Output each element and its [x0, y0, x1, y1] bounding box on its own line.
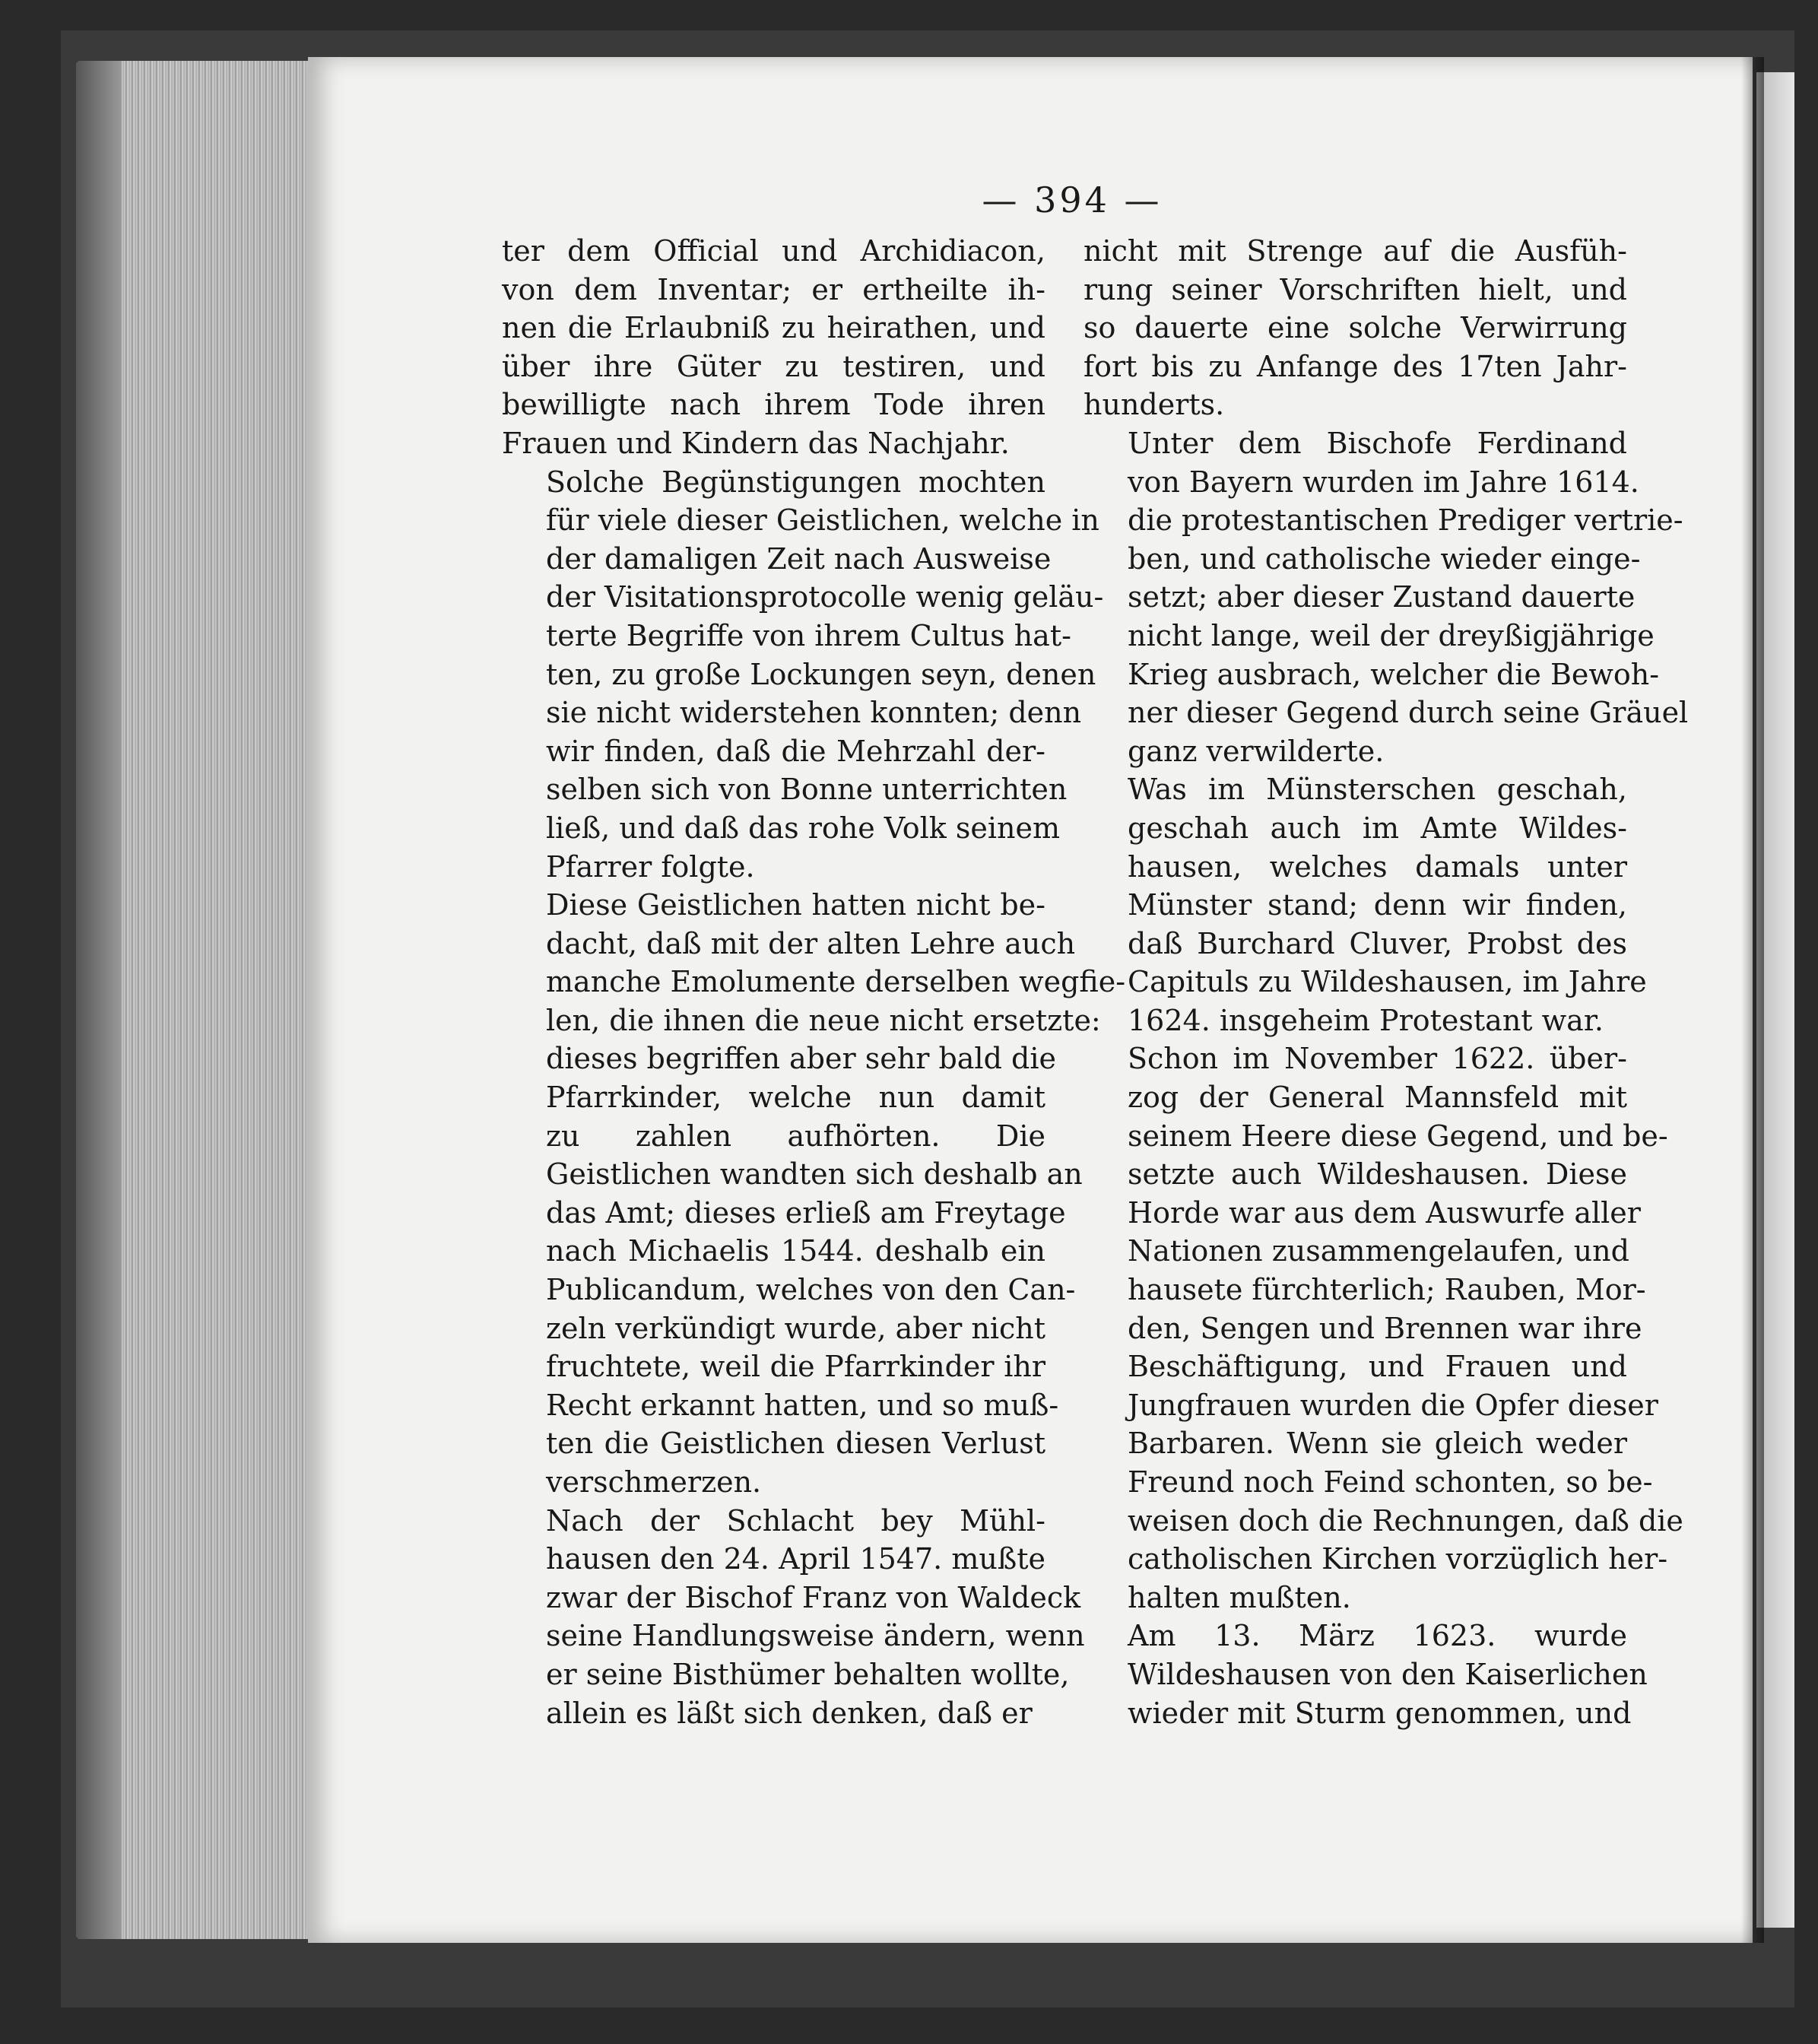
paragraph: [1084, 1039, 1683, 1617]
text-line: das Amt; dieses erließ am Freytage: [546, 1195, 1066, 1230]
text-line: Nationen zusammengelaufen, und: [1128, 1234, 1629, 1268]
text-line: Nach der Schlacht bey Mühl-: [546, 1503, 1045, 1538]
paragraph: [502, 1502, 1085, 1733]
text-line: für viele dieser Geistlichen, welche in: [546, 503, 1099, 538]
text-line: Freund noch Feind schonten, so be-: [1128, 1465, 1653, 1499]
text-line: seine Handlungsweise ändern, wenn: [546, 1619, 1085, 1653]
text-line: den, Sengen und Brennen war ihre: [1128, 1311, 1642, 1345]
text-line: zeln verkündigt wurde, aber nicht: [546, 1311, 1045, 1345]
left-text-column: [502, 232, 1126, 1732]
text-line: dieses begriffen aber sehr bald die: [546, 1042, 1056, 1076]
text-line: nicht lange, weil der dreyßigjährige: [1128, 618, 1655, 652]
text-line: Diese Geistlichen hatten nicht be-: [546, 888, 1045, 922]
text-line: Unter dem Bischofe Ferdinand: [1128, 426, 1627, 460]
text-line: Capituls zu Wildeshausen, im Jahre: [1128, 965, 1647, 999]
text-line: zwar der Bischof Franz von Waldeck: [546, 1580, 1081, 1614]
text-line: verschmerzen.: [546, 1465, 762, 1499]
text-line: catholischen Kirchen vorzüglich her-: [1128, 1542, 1668, 1576]
text-line: hunderts.: [1084, 388, 1225, 422]
paragraph: [502, 886, 1126, 1502]
text-line: manche Emolumente derselben wegfie-: [546, 965, 1126, 999]
text-line: der damaligen Zeit nach Ausweise: [546, 541, 1052, 576]
text-line: wir finden, daß die Mehrzahl der-: [546, 734, 1045, 768]
text-line: die protestantischen Prediger vertrie-: [1128, 503, 1683, 538]
paragraph: [502, 463, 1104, 887]
spine-shadow: [1741, 57, 1764, 1943]
text-line: halten mußten.: [1128, 1580, 1351, 1614]
text-line: daß Burchard Cluver, Probst des: [1128, 926, 1627, 960]
text-line: Am 13. März 1623. wurde: [1128, 1619, 1627, 1653]
text-line: zog der General Mannsfeld mit: [1128, 1081, 1627, 1115]
text-line: ten die Geistlichen diesen Verlust: [546, 1427, 1045, 1461]
text-line: Münster stand; denn wir finden,: [1128, 888, 1627, 922]
text-line: der Visitationsprotocolle wenig geläu-: [546, 580, 1104, 614]
text-line: Frauen und Kindern das Nachjahr.: [502, 426, 1010, 460]
text-line: nach Michaelis 1544. deshalb ein: [546, 1234, 1045, 1268]
text-line: rung seiner Vorschriften hielt, und: [1084, 272, 1627, 306]
text-line: bewilligte nach ihrem Tode ihren: [502, 388, 1045, 422]
text-line: Publicandum, welches von den Can-: [546, 1273, 1076, 1307]
text-line: ten, zu große Lockungen seyn, denen: [546, 657, 1096, 691]
text-line: hausen den 24. April 1547. mußte: [546, 1542, 1045, 1576]
paragraph: [1084, 232, 1627, 424]
text-line: von Bayern wurden im Jahre 1614.: [1128, 465, 1639, 499]
text-line: Wildeshausen von den Kaiserlichen: [1128, 1657, 1648, 1691]
text-line: Recht erkannt hatten, und so muß-: [546, 1388, 1059, 1422]
text-line: über ihre Güter zu testiren, und: [502, 349, 1045, 383]
text-line: setzte auch Wildeshausen. Diese: [1128, 1157, 1627, 1192]
text-line: fruchtete, weil die Pfarrkinder ihr: [546, 1350, 1045, 1384]
text-line: ter dem Official und Archidiacon,: [502, 234, 1045, 268]
text-line: er seine Bisthümer behalten wollte,: [546, 1657, 1070, 1691]
text-line: Solche Begünstigungen mochten: [546, 465, 1045, 499]
text-line: hausete fürchterlich; Rauben, Mor-: [1128, 1273, 1646, 1307]
text-line: Krieg ausbrach, welcher die Bewoh-: [1128, 657, 1660, 691]
paragraph: [502, 232, 1045, 463]
text-line: Horde war aus dem Auswurfe aller: [1128, 1195, 1641, 1230]
text-line: ließ, und daß das rohe Volk seinem: [546, 811, 1061, 845]
text-line: Pfarrer folgte.: [546, 849, 755, 884]
text-line: ben, und catholische wieder einge-: [1128, 541, 1641, 576]
text-line: len, die ihnen die neue nicht ersetzte:: [546, 1003, 1101, 1037]
text-line: geschah auch im Amte Wildes-: [1128, 811, 1627, 845]
text-line: Jungfrauen wurden die Opfer dieser: [1128, 1388, 1658, 1422]
text-line: Beschäftigung, und Frauen und: [1128, 1350, 1627, 1384]
text-line: so dauerte eine solche Verwirrung: [1084, 311, 1627, 345]
text-line: Was im Münsterschen geschah,: [1128, 773, 1627, 807]
page-edges: [76, 61, 312, 1939]
text-line: wieder mit Sturm genommen, und: [1128, 1696, 1632, 1730]
text-line: Pfarrkinder, welche nun damit: [546, 1081, 1045, 1115]
text-line: ner dieser Gegend durch seine Gräuel: [1128, 696, 1689, 730]
page-number: — 394 —: [982, 179, 1163, 221]
paragraph: [1084, 770, 1647, 1039]
text-line: von dem Inventar; er ertheilte ih-: [502, 272, 1045, 306]
text-line: allein es läßt sich denken, daß er: [546, 1696, 1033, 1730]
text-line: fort bis zu Anfange des 17ten Jahr-: [1084, 349, 1627, 383]
text-line: ganz verwilderte.: [1128, 734, 1385, 768]
text-line: sie nicht widerstehen konnten; denn: [546, 696, 1082, 730]
text-line: selben sich von Bonne unterrichten: [546, 773, 1068, 807]
text-line: terte Begriffe von ihrem Cultus hat-: [546, 618, 1071, 652]
right-text-column: [1084, 232, 1689, 1732]
paragraph: [1084, 1617, 1648, 1732]
text-line: seinem Heere diese Gegend, und be-: [1128, 1119, 1668, 1153]
text-line: hausen, welches damals unter: [1128, 849, 1627, 884]
text-line: nicht mit Strenge auf die Ausfüh-: [1084, 234, 1627, 268]
text-line: Barbaren. Wenn sie gleich weder: [1128, 1427, 1627, 1461]
paragraph: [1084, 424, 1689, 770]
text-line: zu zahlen aufhörten. Die: [546, 1119, 1045, 1153]
text-line: 1624. insgeheim Protestant war.: [1128, 1003, 1604, 1037]
text-line: setzt; aber dieser Zustand dauerte: [1128, 580, 1636, 614]
text-line: Schon im November 1622. über-: [1128, 1042, 1627, 1076]
text-line: dacht, daß mit der alten Lehre auch: [546, 926, 1076, 960]
text-line: nen die Erlaubniß zu heirathen, und: [502, 311, 1045, 345]
text-line: Geistlichen wandten sich deshalb an: [546, 1157, 1083, 1192]
text-line: weisen doch die Rechnungen, daß die: [1128, 1503, 1683, 1538]
